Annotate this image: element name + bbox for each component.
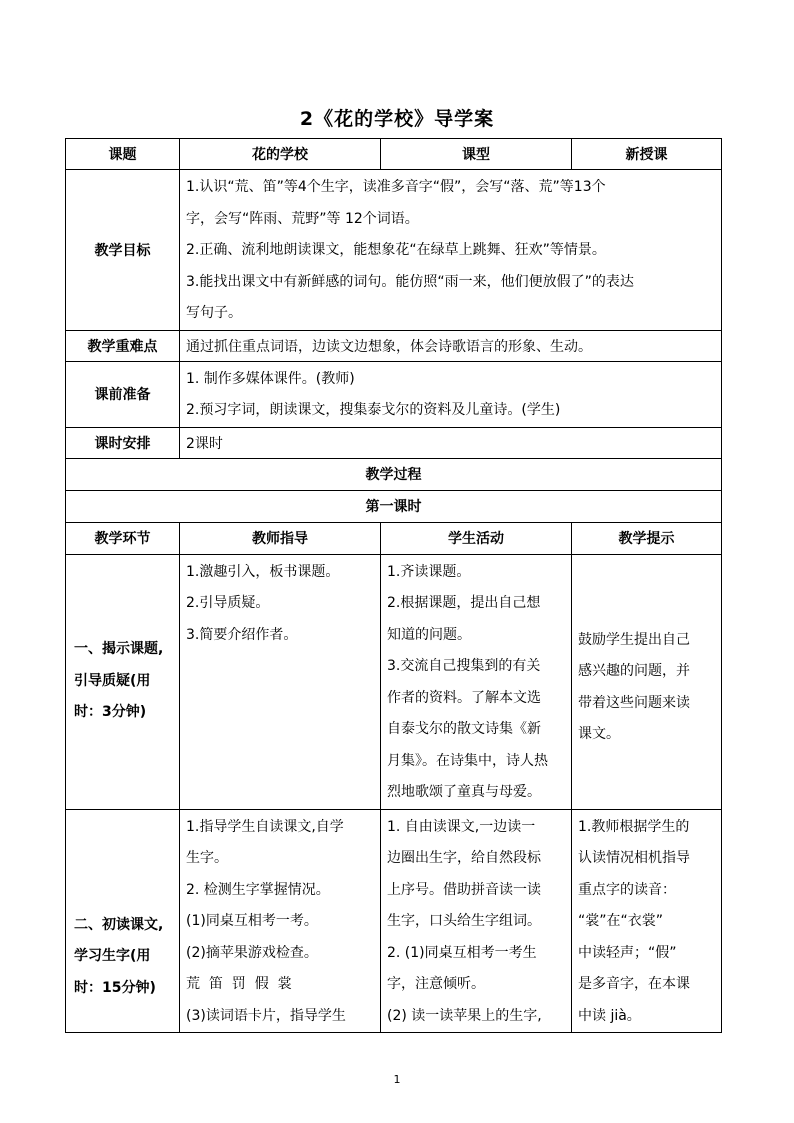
topic-value: 花的学校 bbox=[180, 139, 381, 170]
student-line: 字，注意倾听。 bbox=[387, 976, 485, 992]
stage-row bbox=[66, 554, 722, 809]
student-line: 烈地歌颂了童真与母爱。 bbox=[387, 784, 541, 800]
student-line: 月集》。在诗集中，诗人热 bbox=[387, 752, 548, 769]
student-line: 2.根据课题，提出自己想 bbox=[387, 595, 541, 611]
stage-name-line: 时：15分钟) bbox=[74, 979, 156, 996]
column-header: 教学提示 bbox=[572, 522, 722, 554]
tip-line: 鼓励学生提出自己 bbox=[578, 631, 690, 648]
document-title: 2《花的学校》导学案 bbox=[299, 108, 495, 130]
topic-label: 课题 bbox=[66, 139, 180, 170]
goals-content bbox=[180, 170, 722, 331]
teacher-line: 生字。 bbox=[186, 850, 228, 866]
tip-line: 是多音字，在本课 bbox=[578, 976, 690, 992]
student-line: 1. 自由读课文,一边读一 bbox=[387, 818, 536, 835]
teacher-line: (1)同桌互相考一考。 bbox=[186, 913, 318, 929]
lesson-title-row bbox=[66, 490, 722, 522]
student-line: (2) 读一读苹果上的生字, bbox=[387, 1007, 542, 1024]
stage-name bbox=[66, 809, 180, 1033]
goals-line: 3.能找出课文中有新鲜感的词句。能仿照“雨一来，他们便放假了”的表达 bbox=[186, 273, 634, 290]
goals-line: 1.认识“荒、笛”等4个生字，读准多音字“假”，会写“落、荒”等13个 bbox=[186, 179, 606, 195]
difficulty-text: 通过抓住重点词语，边读文边想象，体会诗歌语言的形象、生动。 bbox=[180, 330, 722, 361]
stage-name-line: 时：3分钟) bbox=[74, 704, 147, 721]
lesson-plan-table bbox=[65, 138, 722, 1033]
teacher-guidance bbox=[180, 554, 381, 809]
student-line: 1.齐读课题。 bbox=[387, 563, 471, 580]
teacher-line: 1.指导学生自读课文,自学 bbox=[186, 818, 344, 835]
student-line: 生字，口头给生字组词。 bbox=[387, 913, 541, 929]
tip-line: 中读轻声；“假” bbox=[578, 944, 677, 961]
prep-row bbox=[66, 361, 722, 427]
student-line: 3.交流自己搜集到的有关 bbox=[387, 658, 541, 674]
tip-line: 中读 jià。 bbox=[578, 1007, 641, 1024]
schedule-text: 2课时 bbox=[180, 427, 722, 458]
goals-label: 教学目标 bbox=[66, 170, 180, 331]
difficulty-label: 教学重难点 bbox=[66, 330, 180, 361]
goals-line: 字，会写“阵雨、荒野”等 12个词语。 bbox=[186, 210, 419, 227]
type-label: 课型 bbox=[381, 139, 572, 170]
teacher-line: (2)摘苹果游戏检查。 bbox=[186, 944, 318, 961]
header-row bbox=[66, 139, 722, 170]
page-number: 1 bbox=[393, 1073, 401, 1086]
student-activity bbox=[381, 554, 572, 809]
tip-line: “裳”在“衣裳” bbox=[578, 913, 664, 929]
column-header: 学生活动 bbox=[381, 522, 572, 554]
tip-line: 认读情况相机指导 bbox=[578, 850, 690, 866]
type-value: 新授课 bbox=[572, 139, 722, 170]
tip-line: 带着这些问题来读 bbox=[578, 694, 690, 711]
student-line: 作者的资料。了解本文选 bbox=[387, 689, 541, 706]
column-header-row bbox=[66, 522, 722, 554]
process-title-row bbox=[66, 458, 722, 490]
goals-line: 写句子。 bbox=[186, 305, 242, 321]
tip-line: 1.教师根据学生的 bbox=[578, 818, 690, 835]
stage-name-line: 引导质疑(用 bbox=[74, 672, 151, 689]
teaching-tips bbox=[572, 554, 722, 809]
student-line: 知道的问题。 bbox=[387, 626, 471, 643]
teacher-line: 2. 检测生字掌握情况。 bbox=[186, 881, 330, 898]
teacher-line: 3.简要介绍作者。 bbox=[186, 626, 298, 643]
difficulty-row bbox=[66, 330, 722, 361]
prep-line: 1. 制作多媒体课件。(教师) bbox=[186, 370, 355, 387]
tip-line: 课文。 bbox=[578, 726, 620, 742]
column-header: 教学环节 bbox=[66, 522, 180, 554]
student-line: 边圈出生字，给自然段标 bbox=[387, 850, 541, 866]
student-line: 自泰戈尔的散文诗集《新 bbox=[387, 721, 541, 737]
prep-label: 课前准备 bbox=[66, 361, 180, 427]
tip-line: 重点字的读音： bbox=[578, 881, 676, 898]
goals-line: 2.正确、流利地朗读课文，能想象花“在绿草上跳舞、狂欢”等情景。 bbox=[186, 242, 606, 258]
teacher-line: 荒 笛 罚 假 裳 bbox=[186, 976, 292, 992]
stage-row bbox=[66, 809, 722, 1033]
student-line: 上序号。借助拼音读一读 bbox=[387, 881, 541, 898]
process-title: 教学过程 bbox=[66, 458, 722, 490]
tip-line: 感兴趣的问题，并 bbox=[578, 663, 690, 679]
schedule-label: 课时安排 bbox=[66, 427, 180, 458]
student-line: 2. (1)同桌互相考一考生 bbox=[387, 944, 537, 961]
goals-row bbox=[66, 170, 722, 331]
stage-name bbox=[66, 554, 180, 809]
lesson1-title: 第一课时 bbox=[66, 490, 722, 522]
stage-name-line: 一、揭示课题, bbox=[74, 641, 164, 658]
teacher-line: (3)读词语卡片，指导学生 bbox=[186, 1007, 346, 1024]
teacher-guidance bbox=[180, 809, 381, 1033]
stage-name-line: 二、初读课文, bbox=[74, 916, 164, 933]
prep-content bbox=[180, 361, 722, 427]
column-header: 教师指导 bbox=[180, 522, 381, 554]
stage-name-line: 学习生字(用 bbox=[74, 948, 151, 964]
prep-line: 2.预习字词，朗读课文，搜集泰戈尔的资料及儿童诗。(学生) bbox=[186, 402, 561, 418]
schedule-row bbox=[66, 427, 722, 458]
teaching-tips bbox=[572, 809, 722, 1033]
teacher-line: 1.激趣引入，板书课题。 bbox=[186, 563, 340, 580]
teacher-line: 2.引导质疑。 bbox=[186, 595, 270, 611]
student-activity bbox=[381, 809, 572, 1033]
